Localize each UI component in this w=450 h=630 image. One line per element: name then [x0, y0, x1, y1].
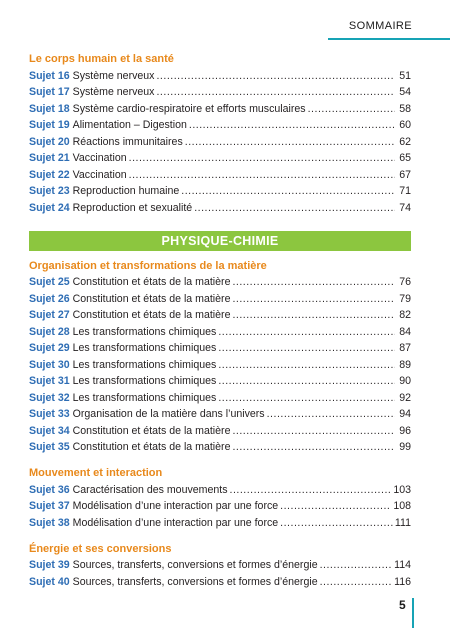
toc-entry[interactable]: [29, 513, 411, 530]
subject-number: Sujet 26: [29, 292, 70, 305]
dot-leader: [320, 558, 393, 572]
subject-page-number: 74: [399, 201, 411, 214]
dot-leader: [189, 118, 395, 132]
dot-leader: [232, 424, 395, 438]
subject-page-number: 51: [399, 69, 411, 82]
subject-number: Sujet 35: [29, 441, 70, 453]
toc-entry[interactable]: [29, 339, 411, 356]
subject-banner: PHYSIQUE-CHIMIE: [29, 231, 411, 251]
toc-entry[interactable]: [29, 306, 411, 323]
toc-entry[interactable]: [29, 149, 411, 166]
toc-entry[interactable]: [29, 182, 411, 199]
subject-title: Modélisation d’une interaction par une force: [72, 500, 279, 512]
dot-leader: [218, 325, 395, 339]
toc-entry[interactable]: [29, 572, 411, 589]
toc-entry[interactable]: [29, 289, 411, 306]
subject-title: Les transformations chimiques: [72, 391, 217, 404]
subject-page-number: 90: [399, 375, 411, 387]
subject-number: Sujet 33: [29, 408, 70, 420]
table-of-contents: [29, 52, 411, 589]
page-header-title: SOMMAIRE: [348, 20, 412, 32]
subject-title: Modélisation d’une interaction par une force: [72, 516, 279, 529]
subject-number: Sujet 38: [29, 516, 70, 529]
toc-entry[interactable]: [29, 438, 411, 455]
page-number-rule: [412, 598, 414, 628]
subject-number: Sujet 39: [29, 559, 70, 571]
subject-title: Constitution et états de la matière: [72, 309, 231, 321]
dot-leader: [232, 308, 395, 322]
subject-number: Sujet 24: [29, 201, 70, 214]
subject-page-number: 58: [399, 102, 411, 115]
subject-page-number: 79: [399, 292, 411, 305]
subject-number: Sujet 20: [29, 135, 70, 148]
dot-leader: [232, 292, 395, 306]
header-rule: [328, 38, 450, 40]
dot-leader: [218, 374, 395, 388]
subject-number: Sujet 17: [29, 86, 70, 98]
section-title: Organisation et transformations de la matière: [29, 259, 267, 272]
subject-title: Constitution et états de la matière: [72, 424, 231, 437]
dot-leader: [280, 499, 391, 513]
subject-page-number: 116: [394, 575, 411, 588]
dot-leader: [156, 69, 395, 83]
section-title: Le corps humain et la santé: [29, 53, 174, 65]
subject-number: Sujet 37: [29, 500, 70, 512]
subject-page-number: 84: [399, 325, 411, 338]
toc-entry[interactable]: [29, 497, 411, 514]
toc-entry[interactable]: [29, 99, 411, 116]
subject-page-number: 114: [394, 559, 411, 571]
subject-page-number: 67: [399, 168, 411, 181]
subject-number: Sujet 29: [29, 342, 70, 354]
subject-title: Organisation de la matière dans l’univers: [72, 408, 265, 420]
dot-leader: [280, 516, 393, 530]
toc-entry[interactable]: [29, 66, 411, 83]
subject-number: Sujet 23: [29, 185, 70, 197]
dot-leader: [129, 168, 395, 182]
subject-number: Sujet 36: [29, 483, 70, 496]
subject-title: Constitution et états de la matière: [72, 292, 231, 305]
section-title: Mouvement et interaction: [29, 467, 163, 479]
subject-page-number: 82: [399, 309, 411, 321]
toc-entry[interactable]: [29, 132, 411, 149]
subject-title: Vaccination: [72, 168, 127, 181]
subject-title: Reproduction humaine: [72, 185, 180, 197]
subject-page-number: 92: [399, 391, 411, 404]
toc-entry[interactable]: [29, 372, 411, 389]
toc-entry[interactable]: [29, 165, 411, 182]
subject-title: Constitution et états de la matière: [72, 276, 231, 288]
dot-leader: [320, 575, 393, 589]
subject-number: Sujet 31: [29, 375, 70, 387]
dot-leader: [230, 483, 392, 497]
subject-number: Sujet 18: [29, 102, 70, 115]
subject-number: Sujet 40: [29, 575, 70, 588]
toc-entry[interactable]: [29, 355, 411, 372]
dot-leader: [218, 391, 395, 405]
dot-leader: [267, 407, 395, 421]
dot-leader: [194, 201, 395, 215]
subject-page-number: 103: [393, 483, 411, 496]
subject-title: Système nerveux: [72, 86, 155, 98]
subject-number: Sujet 19: [29, 119, 70, 131]
subject-title: Alimentation – Digestion: [72, 119, 187, 131]
subject-page-number: 111: [394, 516, 411, 529]
dot-leader: [129, 151, 395, 165]
subject-number: Sujet 32: [29, 391, 70, 404]
toc-entry[interactable]: [29, 273, 411, 290]
toc-entry[interactable]: [29, 388, 411, 405]
subject-page-number: 89: [399, 358, 411, 371]
toc-entry[interactable]: [29, 83, 411, 100]
dot-leader: [181, 184, 395, 198]
subject-page-number: 87: [399, 342, 411, 354]
dot-leader: [308, 102, 395, 116]
subject-title: Les transformations chimiques: [72, 342, 217, 354]
toc-entry[interactable]: [29, 116, 411, 133]
section-title: Énergie et ses conversions: [29, 542, 172, 555]
toc-entry[interactable]: [29, 405, 411, 422]
subject-title: Système nerveux: [72, 69, 155, 82]
subject-title: Reproduction et sexualité: [72, 201, 193, 214]
subject-page-number: 60: [399, 119, 411, 131]
toc-entry[interactable]: [29, 556, 411, 573]
dot-leader: [232, 440, 395, 454]
subject-number: Sujet 22: [29, 168, 70, 181]
subject-page-number: 96: [399, 424, 411, 437]
subject-title: Système cardio-respiratoire et efforts musculaires: [72, 102, 306, 115]
subject-page-number: 108: [393, 500, 411, 512]
subject-page-number: 54: [399, 86, 411, 98]
subject-title: Caractérisation des mouvements: [72, 483, 228, 496]
subject-page-number: 99: [399, 441, 411, 453]
dot-leader: [218, 358, 395, 372]
toc-entry[interactable]: [29, 421, 411, 438]
subject-title: Les transformations chimiques: [72, 375, 217, 387]
toc-entry[interactable]: [29, 480, 411, 497]
dot-leader: [232, 275, 395, 289]
subject-page-number: 71: [399, 185, 411, 197]
subject-page-number: 62: [399, 135, 411, 148]
subject-number: Sujet 34: [29, 424, 70, 437]
subject-number: Sujet 30: [29, 358, 70, 371]
subject-title: Constitution et états de la matière: [72, 441, 231, 453]
subject-title: Réactions immunitaires: [72, 135, 183, 148]
subject-page-number: 76: [399, 276, 411, 288]
subject-title: Sources, transferts, conversions et formes d’énergie: [72, 575, 318, 588]
dot-leader: [185, 135, 395, 149]
page-number: 5: [399, 598, 406, 612]
toc-entry[interactable]: [29, 322, 411, 339]
dot-leader: [156, 85, 395, 99]
subject-page-number: 94: [399, 408, 411, 420]
subject-title: Vaccination: [72, 152, 127, 164]
subject-title: Les transformations chimiques: [72, 325, 217, 338]
subject-title: Sources, transferts, conversions et formes d’énergie: [72, 559, 318, 571]
subject-number: Sujet 16: [29, 69, 70, 82]
subject-number: Sujet 21: [29, 152, 70, 164]
toc-entry[interactable]: [29, 198, 411, 215]
subject-number: Sujet 25: [29, 276, 70, 288]
subject-page-number: 65: [399, 152, 411, 164]
subject-number: Sujet 27: [29, 309, 70, 321]
dot-leader: [218, 341, 395, 355]
subject-title: Les transformations chimiques: [72, 358, 217, 371]
subject-number: Sujet 28: [29, 325, 70, 338]
